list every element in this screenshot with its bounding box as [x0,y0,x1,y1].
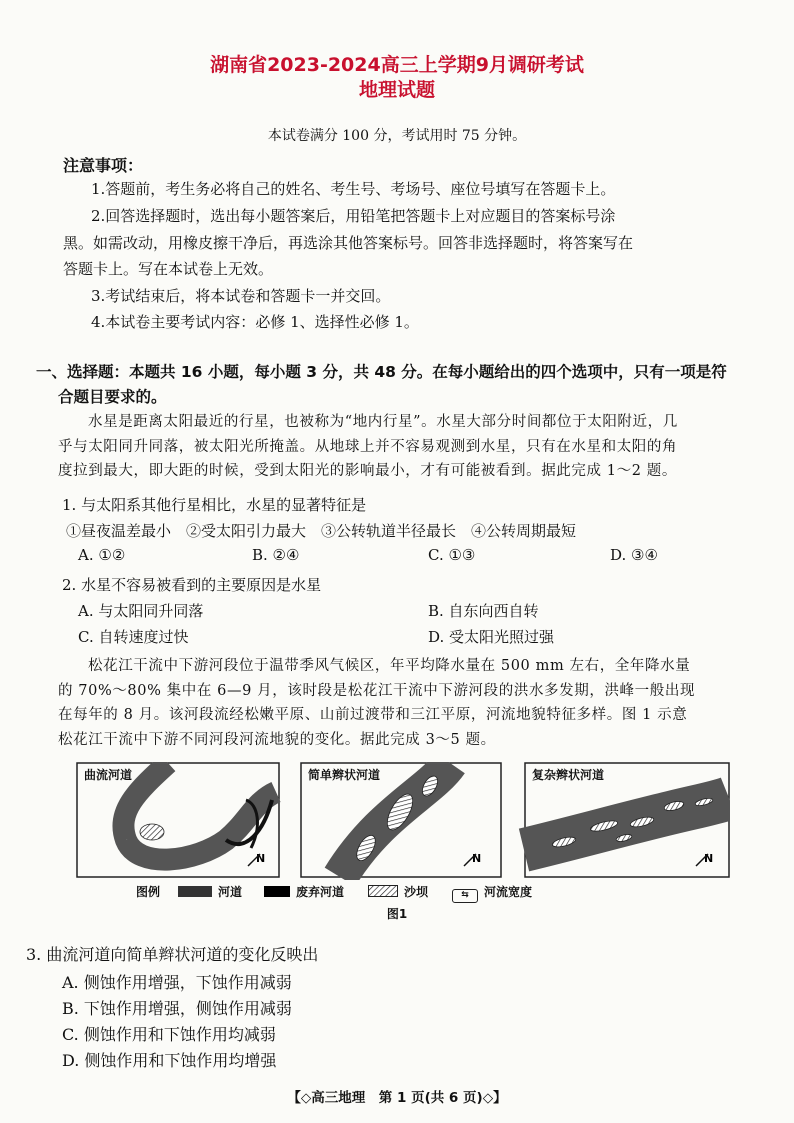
notice-line: 答题卡上。写在本试卷上无效。 [63,260,274,278]
svg-text:N: N [256,852,266,865]
legend-label: 沙坝 [404,885,429,899]
exam-info: 本试卷满分 100 分，考试用时 75 分钟。 [267,128,527,144]
question-1-option-d: D. ③④ [610,546,658,564]
legend-label: 河道 [218,885,243,899]
legend-swatch-abandoned [264,886,290,897]
legend-label: 废弃河道 [296,885,345,899]
figure-legend [136,883,696,901]
question-1-option-a: A. ①② [78,546,126,564]
legend-label: 河流宽度 [484,885,533,899]
notice-heading: 注意事项： [63,156,144,175]
exam-title: 湖南省2023-2024高三上学期9月调研考试 [210,54,584,76]
section-heading-line: 合题目要求的。 [58,388,167,406]
page-footer: 【◇高三地理 第 1 页(共 6 页)◇】 [287,1090,507,1106]
question-3-option-a: A. 侧蚀作用增强，下蚀作用减弱 [62,973,292,992]
passage-line: 度拉到最大，即大距的时候，受到太阳光的影响最小，才有可能被看到。据此完成 1～2 题。 [58,463,677,479]
notice-line: 1.答题前，考生务必将自己的姓名、考生号、考场号、座位号填写在答题卡上。 [91,180,616,198]
exam-subject-title: 地理试题 [358,79,435,101]
figure-caption: 图1 [386,907,408,921]
legend-swatch-channel [178,886,212,897]
question-2-stem: 2. 水星不容易被看到的主要原因是水星 [62,576,322,594]
passage-songhua-river [58,654,758,752]
passage-line: 水星是距离太阳最近的行星，也被称为“地内行星”。水星大部分时间都位于太阳附近，几 [88,414,678,430]
svg-text:N: N [472,852,482,865]
question-1-option-c: C. ①③ [428,546,476,564]
section-heading [36,360,766,410]
panel-label-complex-braided: 复杂辫状河道 [532,768,605,782]
river-width-icon: ⇆ [452,889,478,903]
river-diagram [76,762,730,880]
legend-item-channel [178,883,242,900]
legend-swatch-sandbar [368,885,398,897]
passage-line: 松花江干流中下游河段位于温带季风气候区，年平均降水量在 500 mm 左右，全年降水量 [88,658,691,674]
legend-item-river-width [452,883,532,903]
question-2-option-b: B. 自东向西自转 [428,602,539,620]
notice-line: 2.回答选择题时，选出每小题答案后，用铅笔把答题卡上对应题目的答案标号涂 [91,207,616,225]
question-3-option-d: D. 侧蚀作用和下蚀作用均增强 [62,1051,277,1070]
question-3-option-c: C. 侧蚀作用和下蚀作用均减弱 [62,1025,276,1044]
legend-title: 图例 [136,885,161,899]
question-2-option-d: D. 受太阳光照过强 [428,628,555,646]
question-1-option-b: B. ②④ [252,546,300,564]
notice-line: 3.考试结束后，将本试卷和答题卡一并交回。 [91,287,391,305]
notice-line: 黑。如需改动，用橡皮擦干净后，再选涂其他答案标号。回答非选择题时，将答案写在 [63,234,634,252]
question-1-items: ①昼夜温差最小 ②受太阳引力最大 ③公转轨道半径最长 ④公转周期最短 [66,522,577,540]
passage-line: 的 70%～80% 集中在 6—9 月，该时段是松花江干流中下游河段的洪水多发期，洪峰一般出现 [58,682,696,699]
section-heading-line: 一、选择题：本题共 16 小题，每小题 3 分，共 48 分。在每小题给出的四个选项中，只有一项是符 [36,363,727,381]
passage-line: 松花江干流中下游不同河段河流地貌的变化。据此完成 3～5 题。 [58,731,496,748]
question-1-stem: 1. 与太阳系其他行星相比，水星的显著特征是 [62,496,367,514]
question-3-option-b: B. 下蚀作用增强，侧蚀作用减弱 [62,999,292,1018]
panel-label-meandering: 曲流河道 [84,768,133,782]
passage-line: 乎与太阳同升同落，被太阳光所掩盖。从地球上并不容易观测到水星，只有在水星和太阳的角 [58,438,678,455]
svg-text:N: N [704,852,714,865]
question-2-option-a: A. 与太阳同升同落 [78,602,204,620]
question-2-option-c: C. 自转速度过快 [78,628,189,646]
panel-label-simple-braided: 简单辫状河道 [308,768,381,782]
legend-item-abandoned-channel [264,883,344,900]
question-3-stem: 3. 曲流河道向简单辫状河道的变化反映出 [26,945,319,964]
legend-item-sandbar [368,883,428,900]
notice-line: 4.本试卷主要考试内容：必修 1、选择性必修 1。 [91,313,419,331]
passage-mercury [58,410,758,484]
passage-line: 在每年的 8 月。该河段流经松嫩平原、山前过渡带和三江平原，河流地貌特征多样。图 1 示意 [58,707,688,723]
